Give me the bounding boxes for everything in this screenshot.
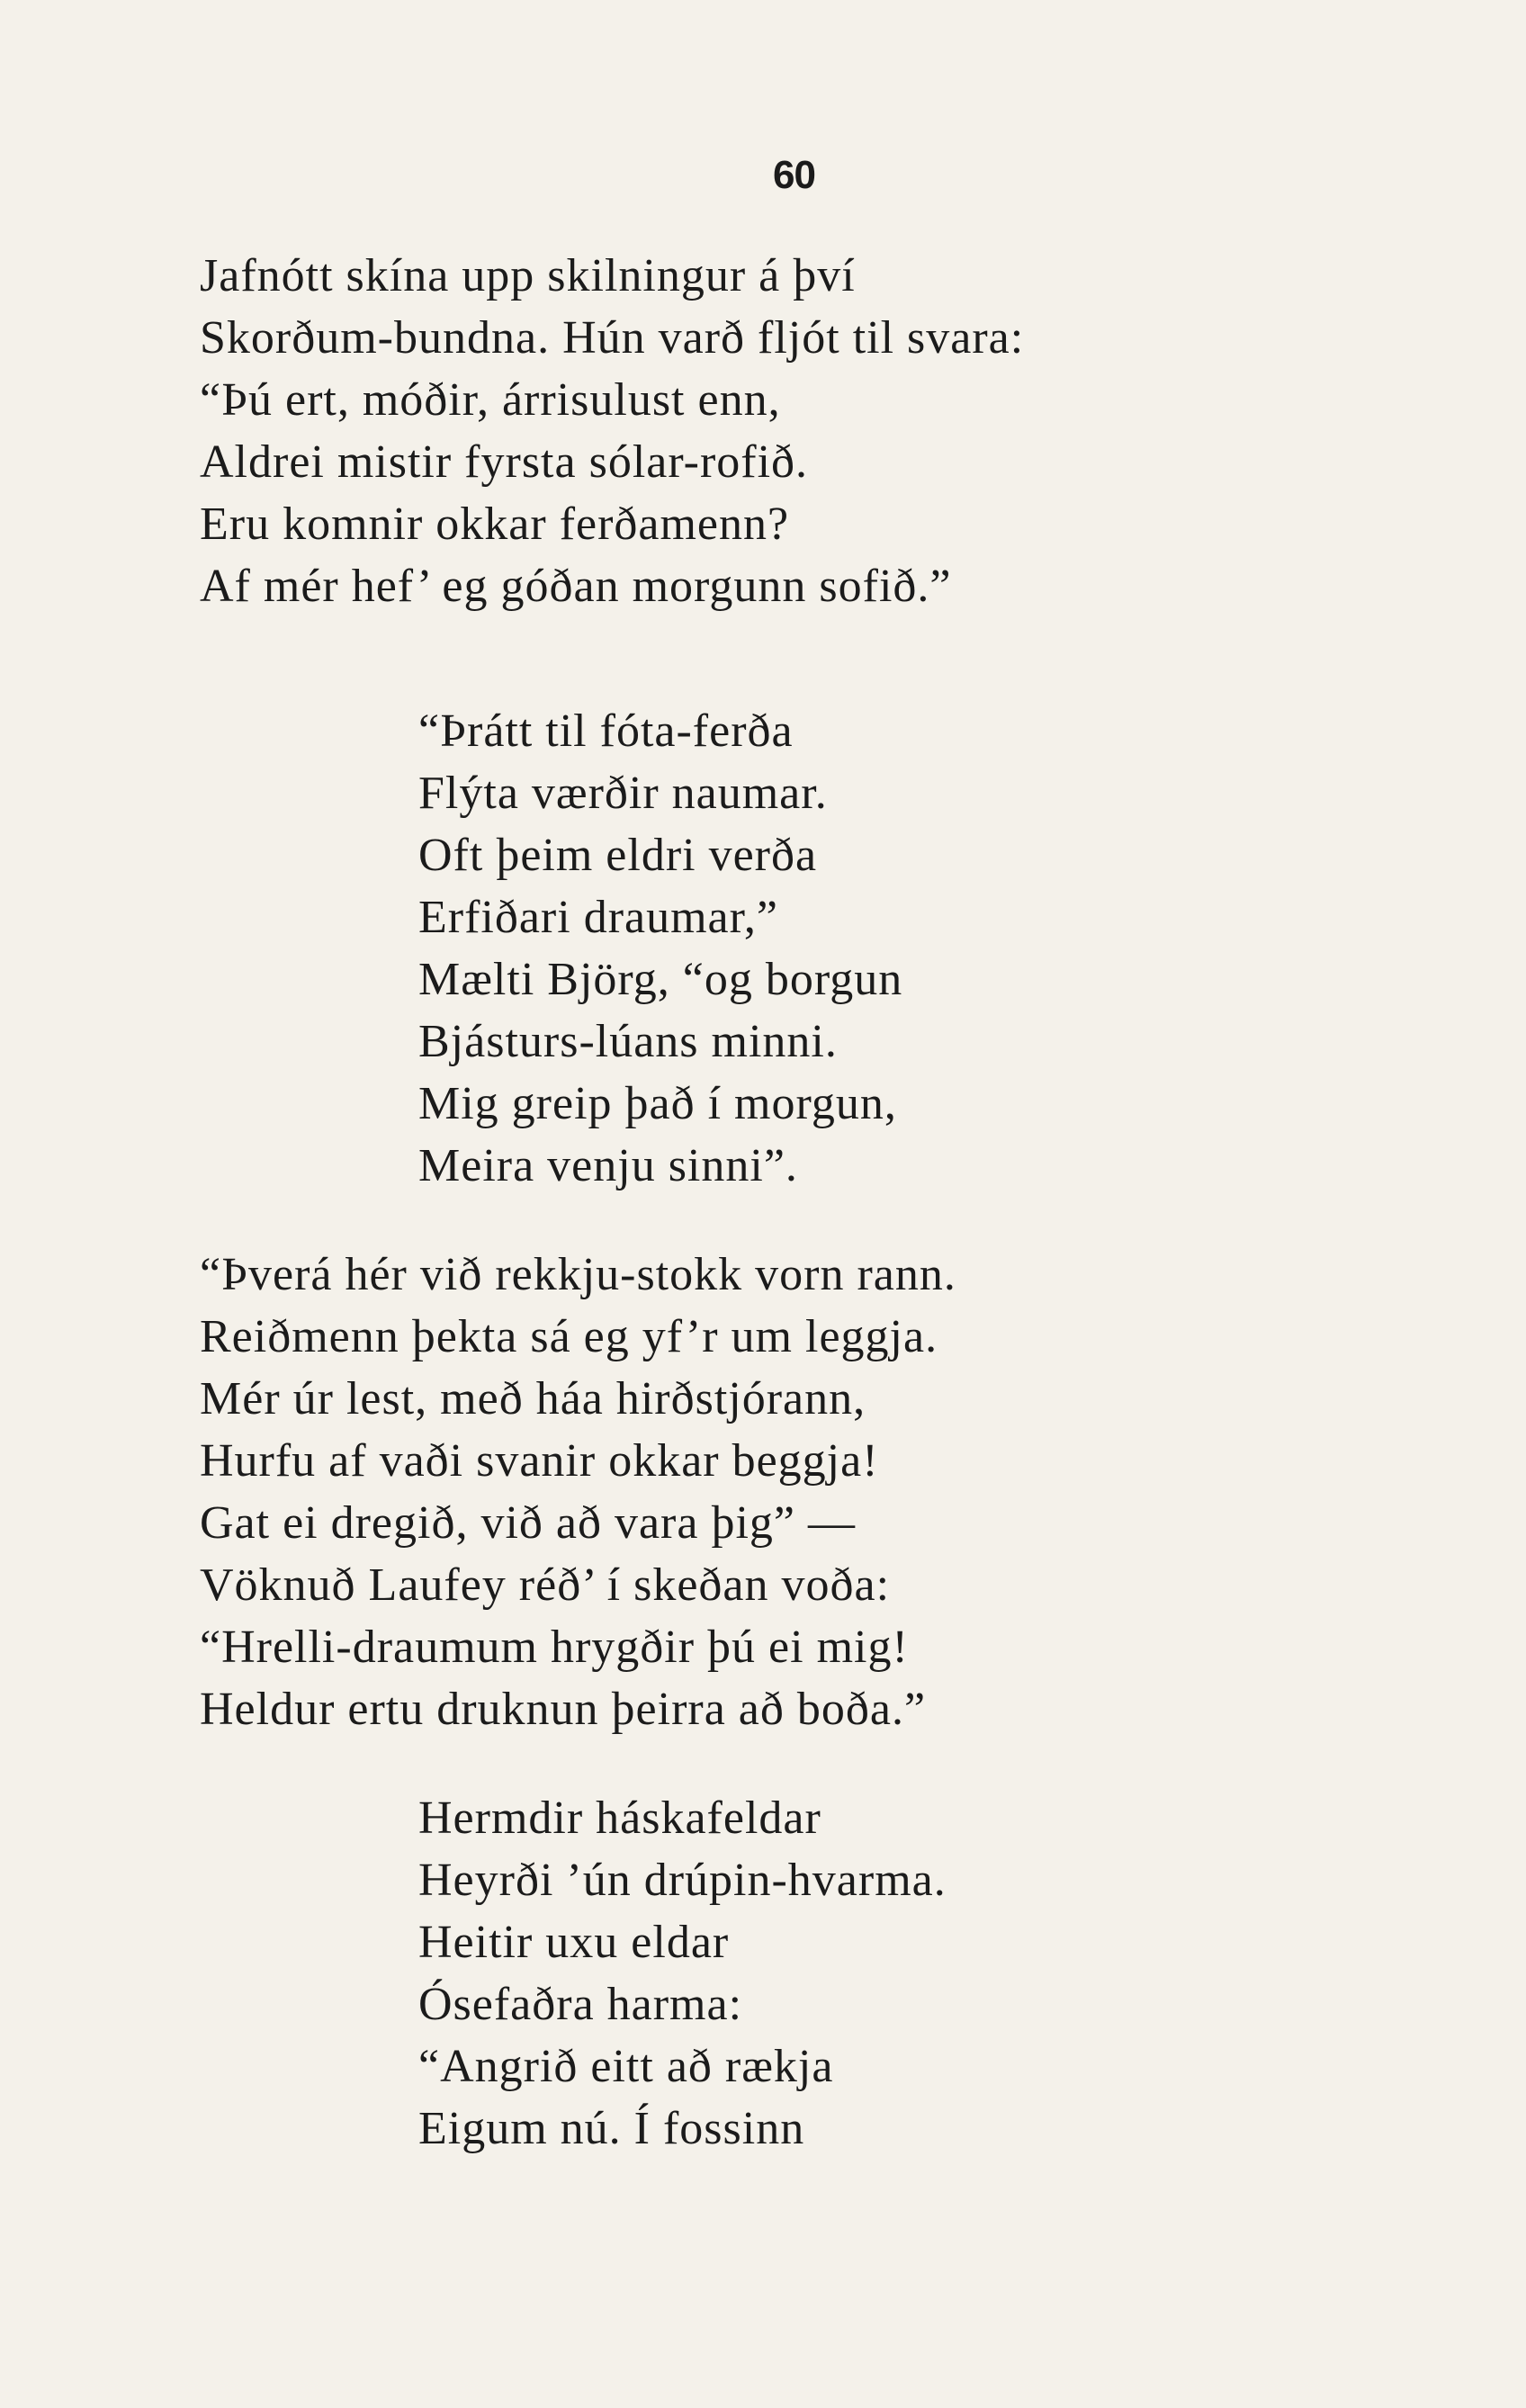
poem-line: Heyrði ’ún drúpin-hvarma. xyxy=(418,1855,947,1906)
poem-line: Hurfu af vaði svanir okkar beggja! xyxy=(200,1435,879,1487)
poem-line: Heitir uxu eldar xyxy=(418,1917,730,1968)
poem-line: “Þú ert, móðir, árrisulust enn, xyxy=(200,374,781,426)
poem-line: Oft þeim eldri verða xyxy=(418,830,818,881)
poem-line: “Angrið eitt að rækja xyxy=(418,2041,834,2092)
poem-line: Eru komnir okkar ferðamenn? xyxy=(200,499,790,550)
poem-line: Flýta værðir naumar. xyxy=(418,768,828,819)
stanza-2 xyxy=(418,700,902,1197)
poem-line: Heldur ertu druknun þeirra að boða.” xyxy=(200,1684,927,1735)
poem-line: Bjásturs-lúans minni. xyxy=(418,1016,838,1067)
stanza-1 xyxy=(200,245,1024,617)
stanza-4 xyxy=(418,1787,947,2160)
poem-line: Ósefaðra harma: xyxy=(418,1979,743,2030)
poem-line: Af mér hef’ eg góðan morgunn sofið.” xyxy=(200,561,952,612)
poem-line: “Þverá hér við rekkju-stokk vorn rann. xyxy=(200,1249,956,1300)
poem-line: Aldrei mistir fyrsta sólar-rofið. xyxy=(200,436,809,488)
poem-line: Hermdir háskafeldar xyxy=(418,1793,821,1844)
poem-line: Vöknuð Laufey réð’ í skeðan voða: xyxy=(200,1559,891,1611)
poem-line: Erfiðari draumar,” xyxy=(418,892,778,943)
poem-line: Skorðum-bundna. Hún varð fljót til svara: xyxy=(200,312,1025,364)
poem-line: Mig greip það í morgun, xyxy=(418,1078,897,1129)
poem-line: Eigum nú. Í fossinn xyxy=(418,2103,805,2154)
page-number: 60 xyxy=(773,153,815,197)
poem-line: Meira venju sinni”. xyxy=(418,1140,798,1191)
poem-line: Mér úr lest, með háa hirðstjórann, xyxy=(200,1373,866,1424)
poem-line: “Hrelli-draumum hrygðir þú ei mig! xyxy=(200,1622,909,1673)
poem-line: Gat ei dregið, við að vara þig” — xyxy=(200,1497,856,1549)
poem-line: “Þrátt til fóta-ferða xyxy=(418,705,794,757)
stanza-3 xyxy=(200,1244,956,1740)
poem-line: Jafnótt skína upp skilningur á því xyxy=(200,250,856,301)
poem-line: Mælti Björg, “og borgun xyxy=(418,954,903,1005)
poem-line: Reiðmenn þekta sá eg yf’r um leggja. xyxy=(200,1311,938,1362)
